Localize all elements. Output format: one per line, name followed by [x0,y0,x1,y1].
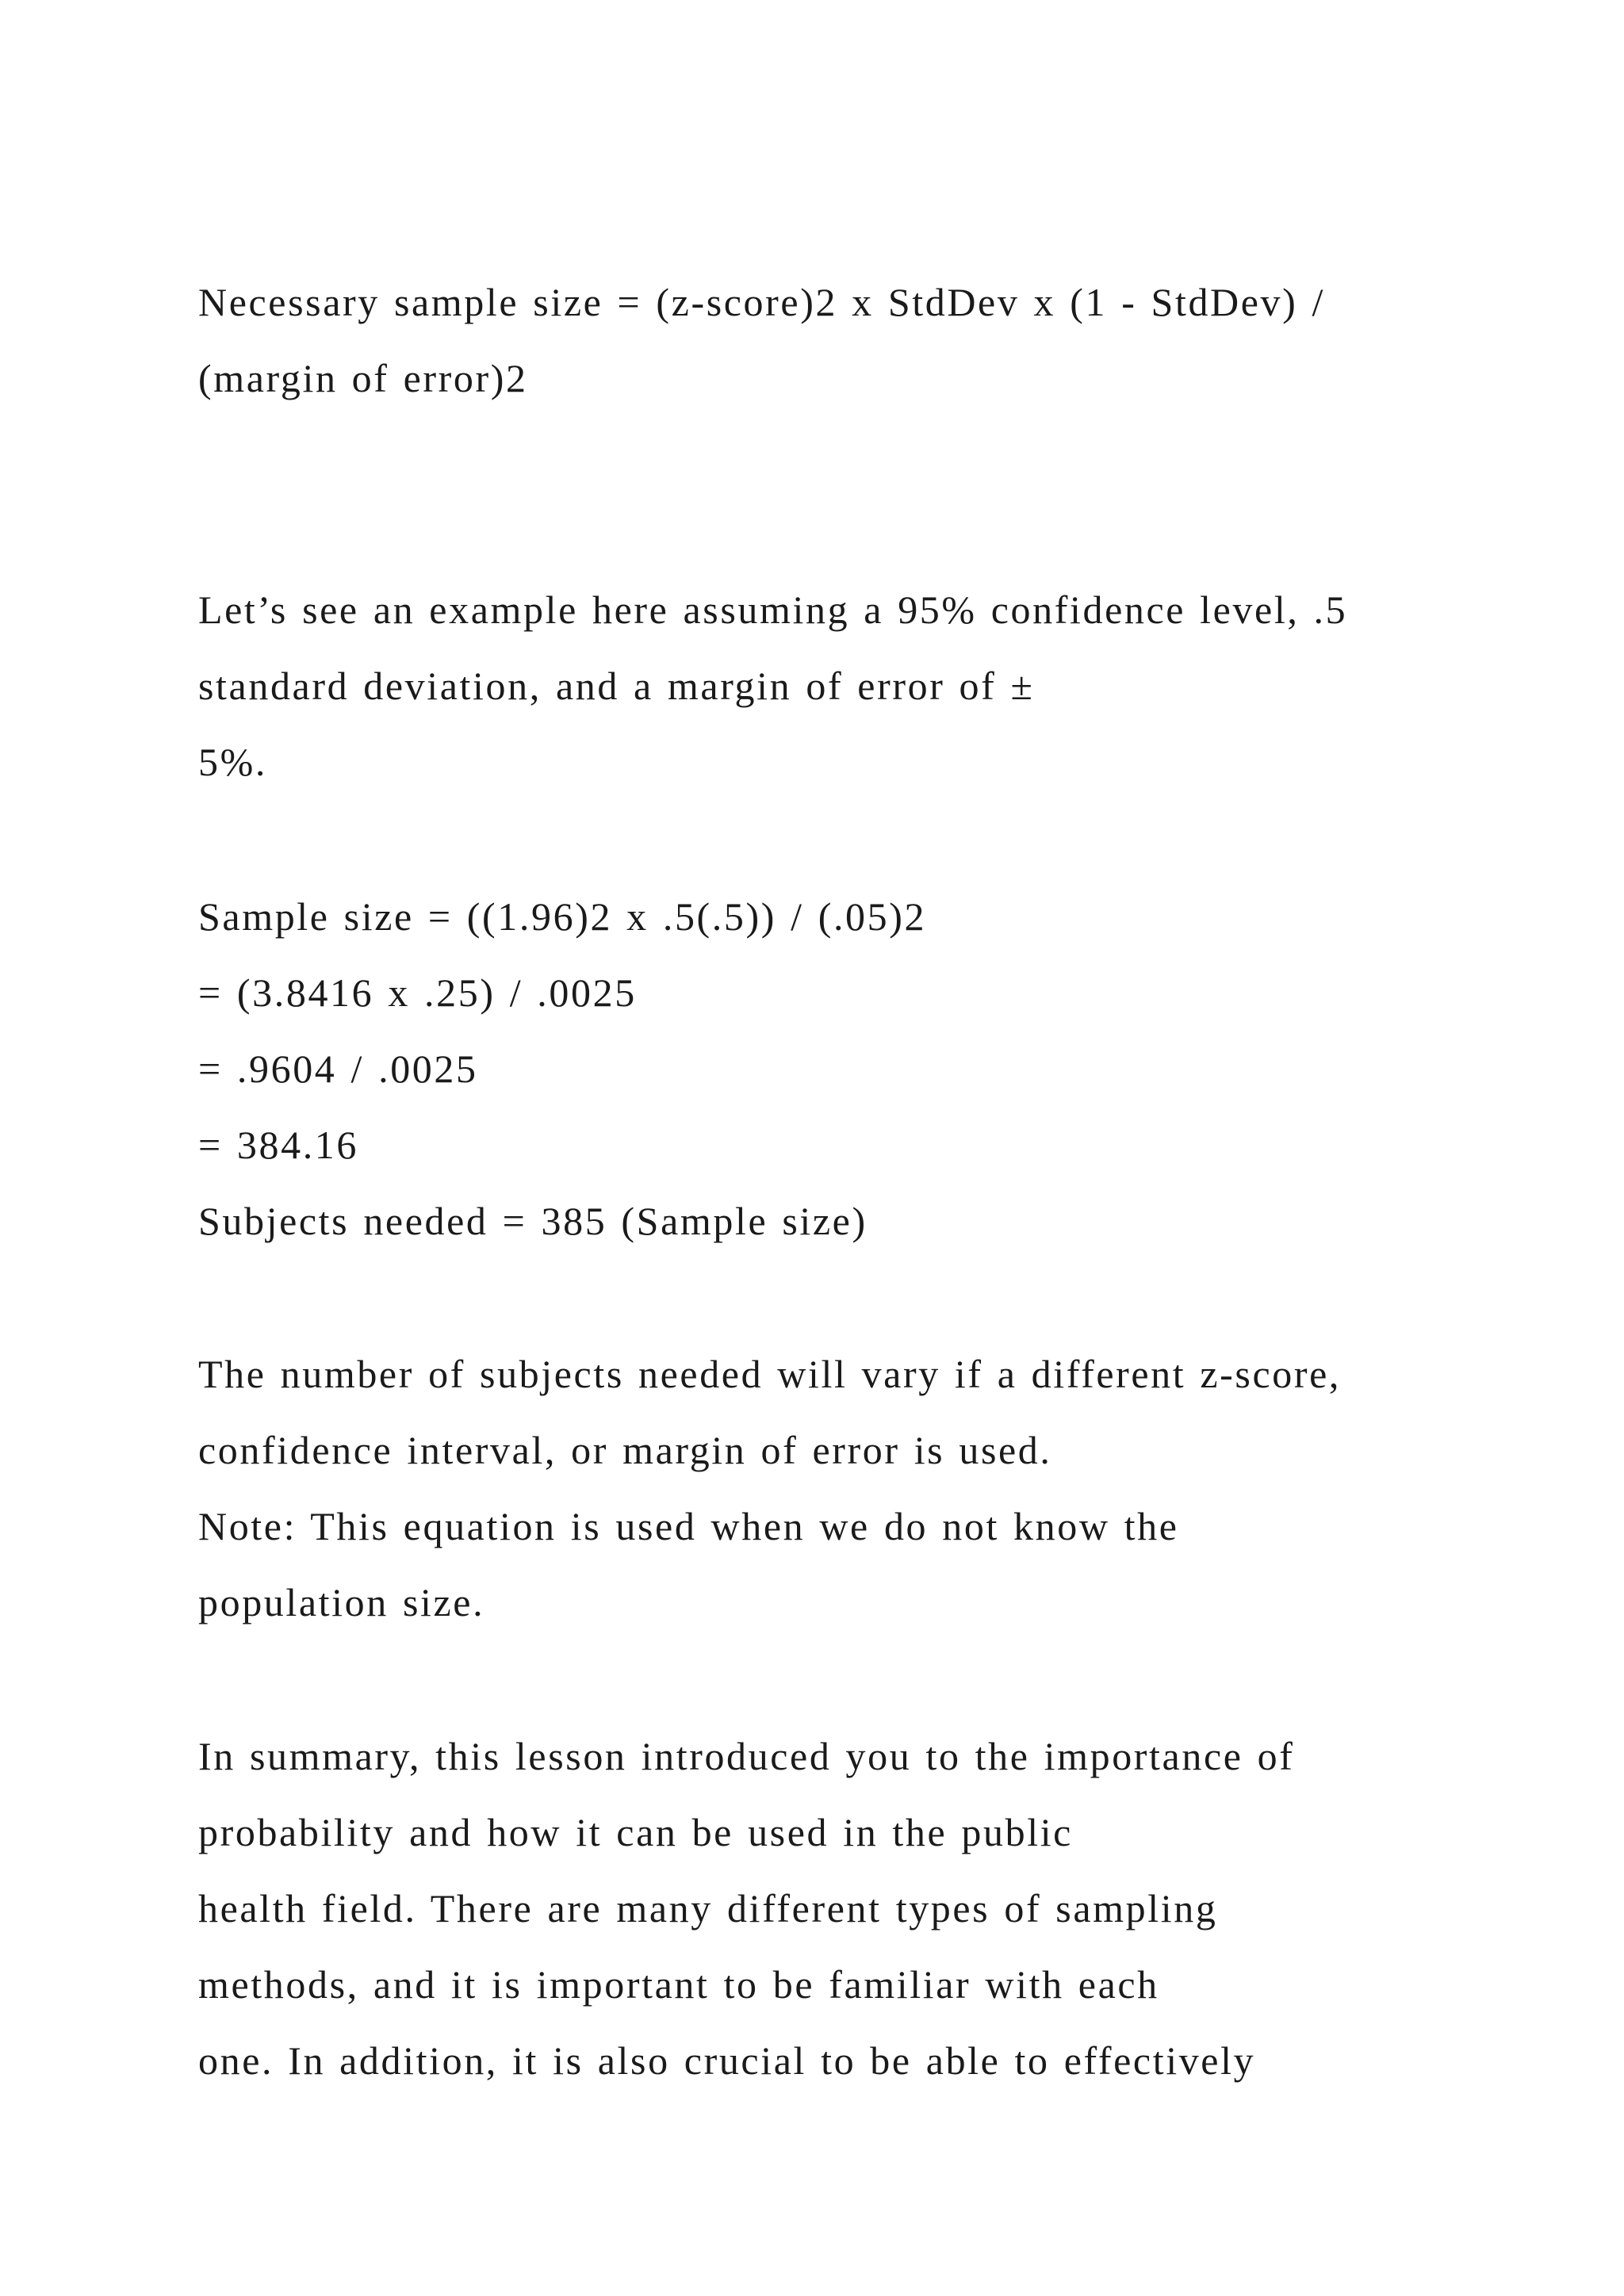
summary-line-1: In summary, this lesson introduced you to the importance of [198,1734,1295,1778]
calculation-line-3: = .9604 / .0025 [198,1047,478,1091]
example-intro-line-1: Let’s see an example here assuming a 95% confidence level, .5 [198,587,1348,632]
variation-line-1: The number of subjects needed will vary if a different z-score, [198,1352,1341,1396]
variation-line-2: confidence interval, or margin of error is used. [198,1428,1052,1472]
calculation-line-4: = 384.16 [198,1123,358,1167]
formula-line-1: Necessary sample size = (z-score)2 x StdDev x (1 - StdDev) / [198,280,1325,324]
calculation-result: Subjects needed = 385 (Sample size) [198,1199,868,1243]
summary-line-3: health field. There are many different types of sampling [198,1886,1218,1931]
example-intro-line-2: standard deviation, and a margin of error of ± [198,664,1035,708]
note-line-2: population size. [198,1580,485,1624]
example-intro-line-3: 5%. [198,740,267,784]
summary-line-4: methods, and it is important to be familiar with each [198,1962,1159,2007]
formula-line-2: (margin of error)2 [198,356,528,400]
calculation-line-2: = (3.8416 x .25) / .0025 [198,970,637,1015]
summary-line-5: one. In addition, it is also crucial to be able to effectively [198,2038,1256,2083]
calculation-line-1: Sample size = ((1.96)2 x .5(.5)) / (.05)2 [198,894,927,939]
summary-line-2: probability and how it can be used in the public [198,1810,1073,1854]
note-line-1: Note: This equation is used when we do not know the [198,1504,1179,1548]
